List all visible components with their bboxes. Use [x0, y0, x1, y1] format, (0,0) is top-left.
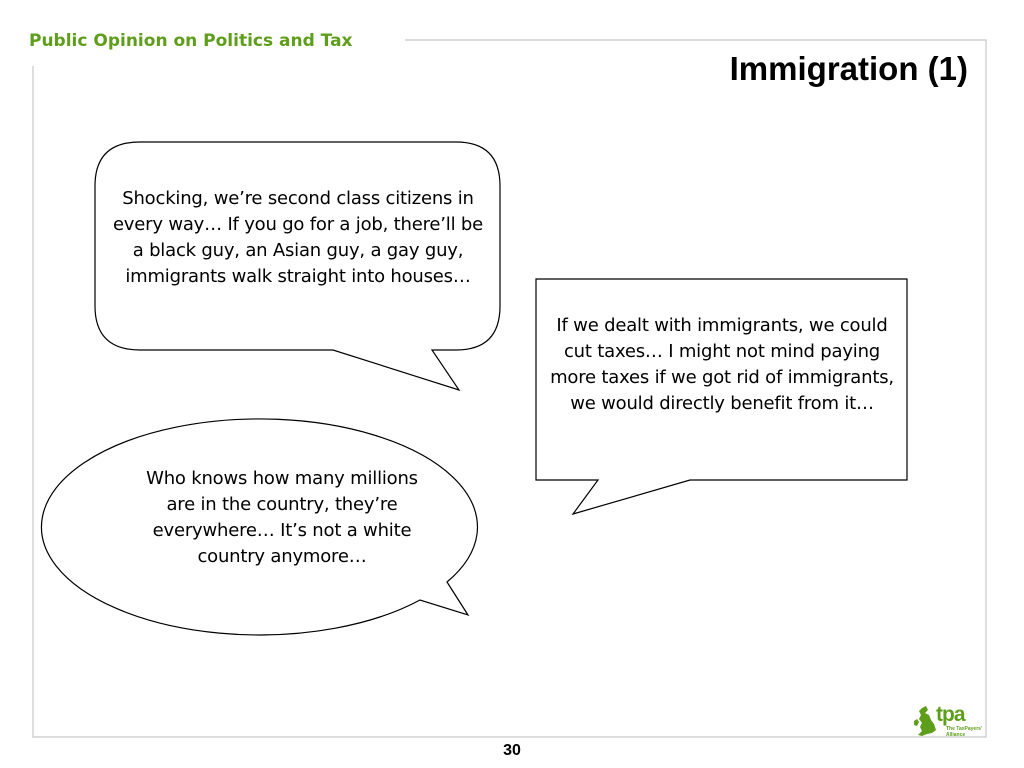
quote-text-3: Who knows how many millions are in the country, they’re everywhere… It’s not a white country anymore…	[146, 468, 418, 567]
section-title: Public Opinion on Politics and Tax	[29, 31, 353, 51]
logo-subtitle: The TaxPayers' Alliance	[946, 726, 983, 738]
page-number: 30	[503, 742, 521, 759]
quote-text-1: Shocking, we’re second class citizens in every way… If you go for a job, there’ll be a black guy, an Asian guy, a gay guy, immigrants walk straight into houses…	[112, 188, 484, 287]
page-title: Immigration (1)	[729, 50, 968, 87]
tpa-logo	[912, 705, 984, 741]
quote-text-2: If we dealt with immigrants, we could cut taxes… I might not mind paying more taxes if we got rid of immigrants, we would directly benefit from it…	[550, 315, 894, 414]
logo-name: tpa	[936, 703, 965, 726]
